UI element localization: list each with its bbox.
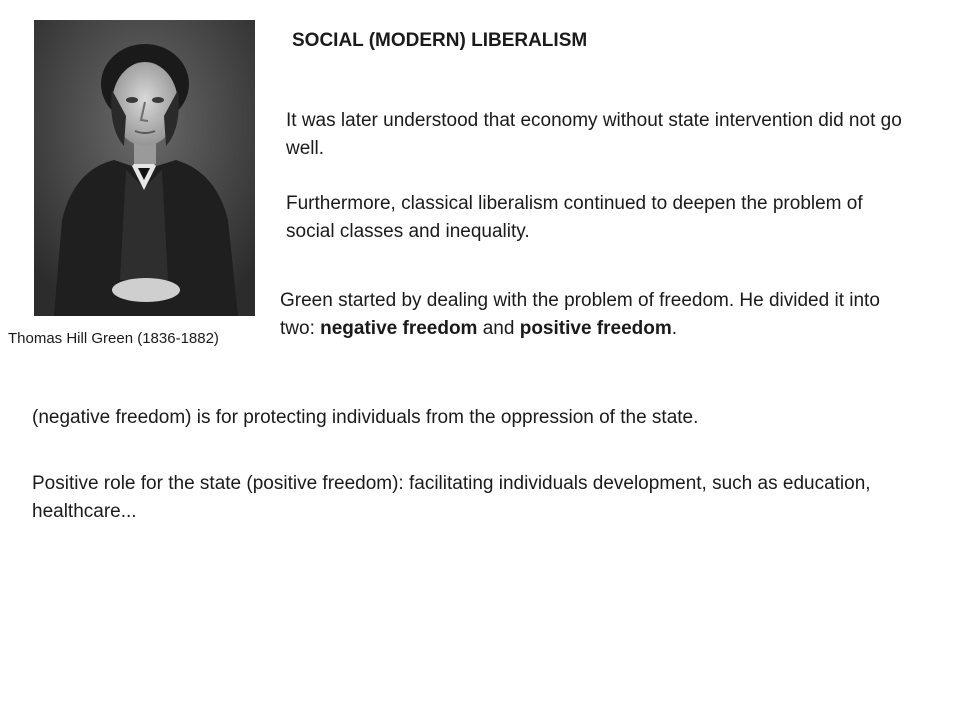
- freedom-intro-text: Green started by dealing with the problem of freedom. He divided it into two:: [280, 290, 880, 339]
- freedom-end-text: .: [671, 318, 678, 339]
- paragraph-state-intervention: It was later understood that economy without state intervention did not go well.: [286, 110, 902, 159]
- paragraph-classical-liberalism: Furthermore, classical liberalism continued to deepen the problem of social classes and inequality.: [286, 193, 863, 242]
- portrait-caption: Thomas Hill Green (1836-1882): [8, 330, 219, 347]
- paragraph-negative-freedom: (negative freedom) is for protecting individuals from the oppression of the state.: [32, 407, 699, 428]
- negative-freedom-term: negative freedom: [320, 318, 478, 339]
- slide-title: SOCIAL (MODERN) LIBERALISM: [292, 30, 588, 51]
- portrait-illustration: [34, 20, 255, 316]
- paragraph-positive-freedom: Positive role for the state (positive freedom): facilitating individuals development, such as education, healthcare...: [32, 473, 871, 522]
- freedom-joiner-text: and: [477, 318, 520, 339]
- positive-freedom-term: positive freedom: [519, 318, 672, 339]
- portrait-photo: [34, 20, 255, 316]
- paragraph-freedom-division: [280, 287, 880, 343]
